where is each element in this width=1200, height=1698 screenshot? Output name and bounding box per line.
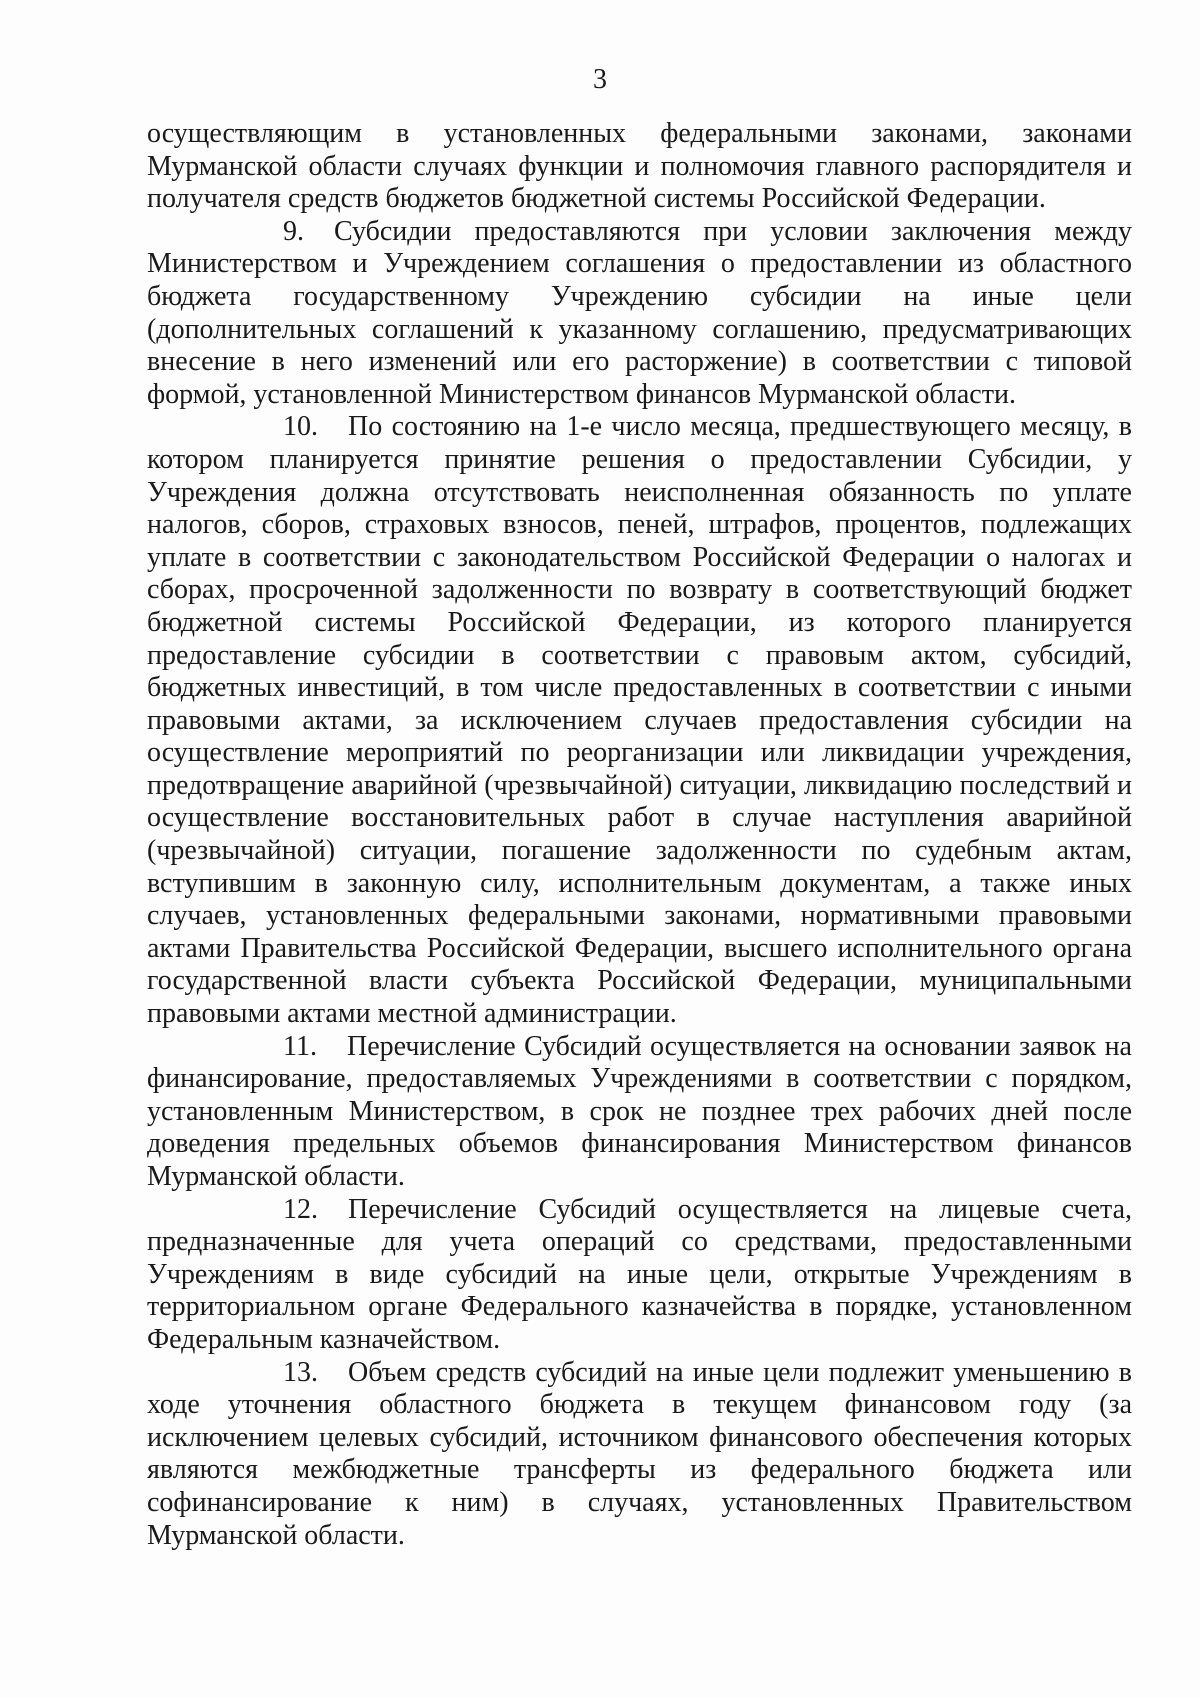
- clause-text: По состоянию на 1-е число месяца, предшествующего месяцу, в котором планируется принятие решения о предоставлении Субсидии, у Учреждения должна отсутствовать неисполненная обязанность по уплате налогов, сборов, страховых взносов, пеней, штрафов, процентов, подлежащих уплате в соответствии с законодательством Российской Федерации о налогах и сборах, просроченной задолженности по возврату в соответствующий бюджет бюджетной системы Российской Федерации, из которого планируется предоставление субсидии в соответствии с правовым актом, субсидий, бюджетных инвестиций, в том числе предоставленных в соответствии с иными правовыми актами, за исключением случаев предоставления субсидии на осуществление мероприятий по реорганизации или ликвидации учреждения, предотвращение аварийной (чрезвычайной) ситуации, ликвидацию последствий и осуществление восстановительных работ в случае наступления аварийной (чрезвычайной) ситуации, погашение задолженности по судебным актам, вступившим в законную силу, исполнительным документам, а также иных случаев, установленных федеральными законами, нормативными правовыми актами Правительства Российской Федерации, высшего исполнительного органа государственной власти субъекта Российской Федерации, муниципальными правовыми актами местной администрации.: [147, 411, 1132, 1030]
- clause-text: Субсидии предоставляются при условии заключения между Министерством и Учреждением соглашения о предоставлении из областного бюджета государственному Учреждению субсидии на иные цели (дополнительных соглашений к указанному соглашению, предусматривающих внесение в него изменений или его расторжение) в соответствии с типовой формой, установленной Министерством финансов Мурманской области.: [147, 215, 1132, 410]
- clause-number: 10.: [283, 411, 318, 443]
- paragraph-continuation: [147, 118, 1132, 216]
- paragraph-text: осуществляющим в установленных федеральными законами, законами Мурманской области случаях функции и полномочия главного распорядителя и получателя средств бюджетов бюджетной системы Российской Федерации.: [147, 118, 1132, 215]
- clause-9: [147, 216, 1132, 412]
- clause-10: [147, 411, 1132, 1030]
- document-body: [147, 118, 1132, 1552]
- clause-number: 13.: [283, 1356, 318, 1388]
- clause-number: 12.: [283, 1193, 318, 1225]
- clause-text: Перечисление Субсидий осуществляется на лицевые счета, предназначенные для учета операций со средствами, предоставленными Учреждениям в виде субсидий на иные цели, открытые Учреждениям в территориальном органе Федерального казначейства в порядке, установленном Федеральным казначейством.: [147, 1193, 1132, 1355]
- page-number: 3: [593, 64, 607, 95]
- clause-12: [147, 1194, 1132, 1357]
- clause-number: 11.: [283, 1030, 317, 1062]
- clause-13: [147, 1357, 1132, 1553]
- clause-number: 9.: [283, 215, 304, 247]
- clause-text: Перечисление Субсидий осуществляется на основании заявок на финансирование, предоставляемых Учреждениями в соответствии с порядком, установленным Министерством, в срок не позднее трех рабочих дней после доведения предельных объемов финансирования Министерством финансов Мурманской области.: [147, 1030, 1132, 1192]
- clause-11: [147, 1031, 1132, 1194]
- clause-text: Объем средств субсидий на иные цели подлежит уменьшению в ходе уточнения областного бюджета в текущем финансовом году (за исключением целевых субсидий, источником финансового обеспечения которых являются межбюджетные трансферты из федерального бюджета или софинансирование к ним) в случаях, установленных Правительством Мурманской области.: [147, 1356, 1132, 1551]
